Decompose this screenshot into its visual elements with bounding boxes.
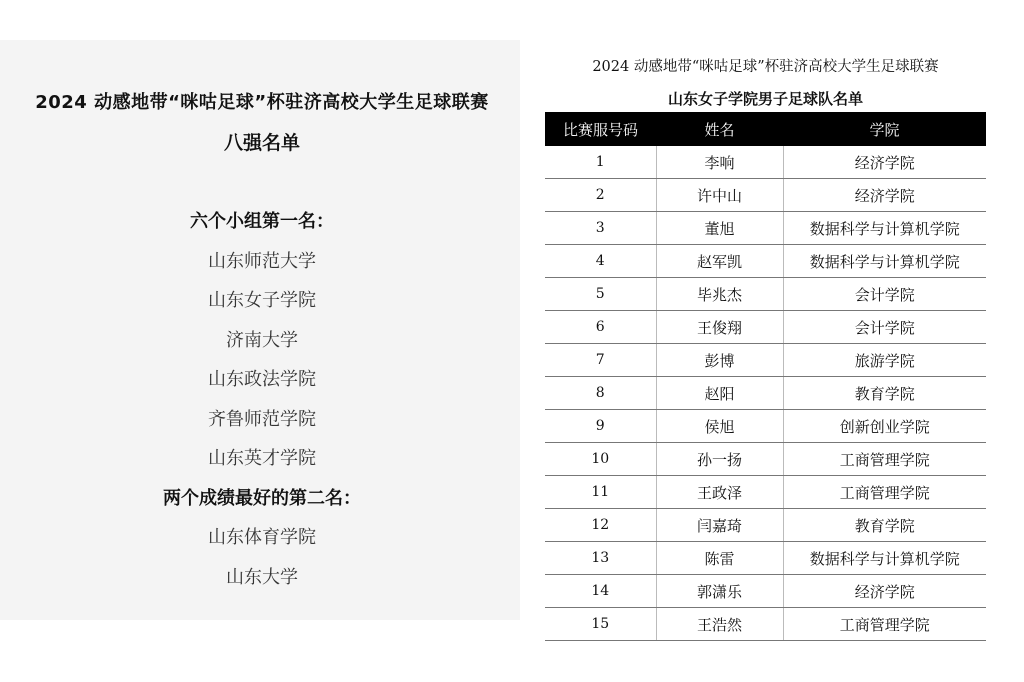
player-college: 经济学院 <box>783 575 986 608</box>
player-college: 会计学院 <box>783 311 986 344</box>
player-college: 教育学院 <box>783 377 986 410</box>
player-name: 王政泽 <box>656 476 783 509</box>
group-winner-item: 齐鲁师范学院 <box>208 408 316 430</box>
jersey-number: 4 <box>545 245 656 278</box>
jersey-number: 8 <box>545 377 656 410</box>
group-winner-item: 山东师范大学 <box>208 250 316 272</box>
roster-header-row <box>545 112 986 146</box>
player-name: 彭博 <box>656 344 783 377</box>
player-college: 数据科学与计算机学院 <box>783 212 986 245</box>
table-row <box>545 146 986 179</box>
jersey-number: 2 <box>545 179 656 212</box>
player-college: 会计学院 <box>783 278 986 311</box>
table-row <box>545 410 986 443</box>
table-row <box>545 377 986 410</box>
player-name: 赵军凯 <box>656 245 783 278</box>
player-name: 许中山 <box>656 179 783 212</box>
left-title: 2024 动感地带“咪咕足球”杯驻济高校大学生足球联赛 <box>35 92 489 113</box>
table-row <box>545 212 986 245</box>
jersey-number: 5 <box>545 278 656 311</box>
table-row <box>545 575 986 608</box>
runner-up-item: 山东大学 <box>226 566 298 588</box>
header-college: 学院 <box>783 112 986 146</box>
qualified-teams-list <box>8 202 516 597</box>
player-name: 王俊翔 <box>656 311 783 344</box>
roster-subtitle: 山东女子学院男子足球队名单 <box>667 90 863 108</box>
table-row <box>545 476 986 509</box>
jersey-number: 14 <box>545 575 656 608</box>
player-name: 李响 <box>656 146 783 179</box>
player-college: 数据科学与计算机学院 <box>783 542 986 575</box>
table-row <box>545 608 986 641</box>
group-winners-heading: 六个小组第一名： <box>190 211 334 232</box>
jersey-number: 3 <box>545 212 656 245</box>
jersey-number: 11 <box>545 476 656 509</box>
table-row <box>545 509 986 542</box>
jersey-number: 6 <box>545 311 656 344</box>
player-name: 毕兆杰 <box>656 278 783 311</box>
player-college: 创新创业学院 <box>783 410 986 443</box>
player-college: 数据科学与计算机学院 <box>783 245 986 278</box>
jersey-number: 12 <box>545 509 656 542</box>
group-winner-item: 济南大学 <box>226 329 298 351</box>
player-college: 经济学院 <box>783 146 986 179</box>
player-college: 旅游学院 <box>783 344 986 377</box>
player-name: 孙一扬 <box>656 443 783 476</box>
jersey-number: 7 <box>545 344 656 377</box>
table-row <box>545 344 986 377</box>
roster-title: 2024 动感地带“咪咕足球”杯驻济高校大学生足球联赛 <box>592 59 939 75</box>
table-row <box>545 278 986 311</box>
player-college: 工商管理学院 <box>783 608 986 641</box>
player-name: 赵阳 <box>656 377 783 410</box>
player-college: 教育学院 <box>783 509 986 542</box>
roster-table <box>545 112 986 641</box>
jersey-number: 9 <box>545 410 656 443</box>
table-row <box>545 311 986 344</box>
jersey-number: 13 <box>545 542 656 575</box>
group-winner-item: 山东英才学院 <box>208 448 316 469</box>
table-row <box>545 245 986 278</box>
runner-up-item: 山东体育学院 <box>208 527 316 548</box>
jersey-number: 15 <box>545 608 656 641</box>
player-name: 郭潇乐 <box>656 575 783 608</box>
header-jersey-number: 比赛服号码 <box>545 112 656 146</box>
player-name: 王浩然 <box>656 608 783 641</box>
player-college: 工商管理学院 <box>783 476 986 509</box>
table-row <box>545 443 986 476</box>
jersey-number: 1 <box>545 146 656 179</box>
jersey-number: 10 <box>545 443 656 476</box>
header-name: 姓名 <box>656 112 783 146</box>
table-row <box>545 542 986 575</box>
player-name: 陈雷 <box>656 542 783 575</box>
runners-up-heading: 两个成绩最好的第二名： <box>163 487 361 509</box>
player-name: 闫嘉琦 <box>656 509 783 542</box>
player-college: 工商管理学院 <box>783 443 986 476</box>
table-row <box>545 179 986 212</box>
player-name: 董旭 <box>656 212 783 245</box>
left-subtitle: 八强名单 <box>223 132 300 154</box>
group-winner-item: 山东女子学院 <box>208 290 316 311</box>
player-name: 侯旭 <box>656 410 783 443</box>
player-college: 经济学院 <box>783 179 986 212</box>
group-winner-item: 山东政法学院 <box>208 369 316 390</box>
